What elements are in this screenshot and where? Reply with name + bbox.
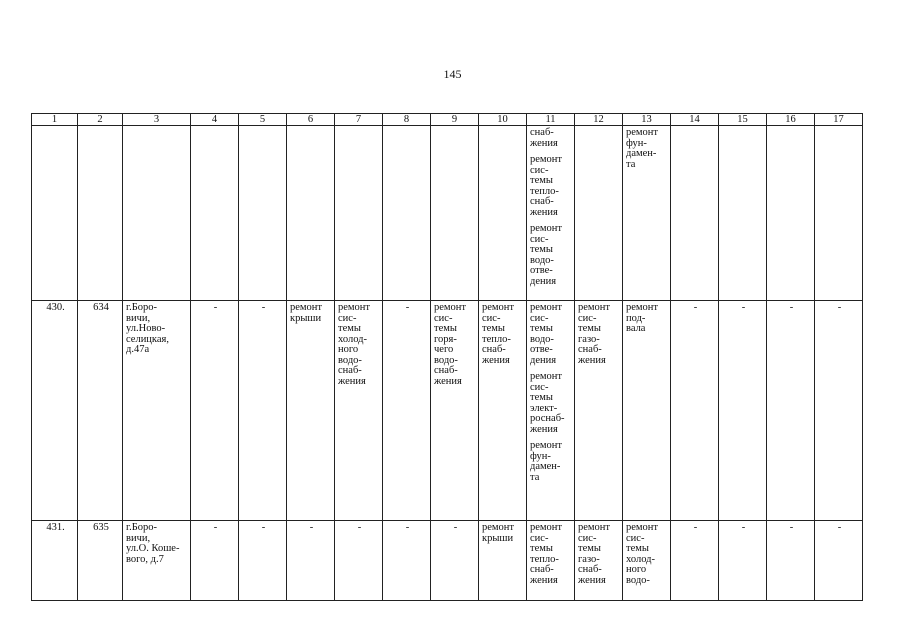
cell-entry: -	[261, 302, 266, 313]
table-cell	[32, 126, 78, 301]
cell-entry: -	[213, 302, 218, 313]
table-cell	[191, 301, 239, 521]
cell-entry: ремонт сис- темы холод- ного водо- снаб- жения	[338, 302, 371, 387]
cell-entry: -	[213, 522, 218, 533]
table-cell	[123, 126, 191, 301]
table-cell	[383, 301, 431, 521]
column-header-6: 6	[287, 114, 335, 126]
table-cell	[719, 126, 767, 301]
cell-entry: 635	[93, 522, 109, 533]
table-cell	[431, 521, 479, 601]
table-cell	[767, 126, 815, 301]
table-cell	[78, 126, 123, 301]
table-cell	[527, 301, 575, 521]
cell-entry: ремонт сис- темы элект- роснаб- жения	[530, 371, 565, 435]
table-cell	[575, 521, 623, 601]
table-cell	[671, 126, 719, 301]
cell-entry: 634	[93, 302, 109, 313]
cell-entry: ремонт сис- темы водо- отве- дения	[530, 302, 563, 366]
table-cell	[479, 301, 527, 521]
table-cell	[719, 521, 767, 601]
column-header-12: 12	[575, 114, 623, 126]
table-cell	[78, 521, 123, 601]
cell-entry: ремонт крыши	[290, 302, 323, 324]
table-cell	[239, 521, 287, 601]
cell-entry: -	[693, 522, 698, 533]
cell-entry: ремонт сис- темы горя- чего водо- снаб- жения	[434, 302, 467, 387]
cell-entry: -	[789, 522, 794, 533]
column-header-15: 15	[719, 114, 767, 126]
table-cell	[335, 126, 383, 301]
table-cell	[123, 521, 191, 601]
table-cell	[287, 126, 335, 301]
repair-schedule-table	[31, 113, 863, 601]
cell-entry: ремонт крыши	[482, 522, 515, 544]
table-cell	[431, 301, 479, 521]
cell-entry: ремонт под- вала	[626, 302, 659, 334]
column-header-1: 1	[32, 114, 78, 126]
column-header-10: 10	[479, 114, 527, 126]
cell-entry: ремонт сис- темы тепло- снаб- жения	[482, 302, 515, 366]
table-cell	[239, 301, 287, 521]
table-cell	[479, 126, 527, 301]
table-row	[32, 521, 863, 601]
table-cell	[479, 521, 527, 601]
column-header-17: 17	[815, 114, 863, 126]
cell-entry: ремонт сис- темы газо- снаб- жения	[578, 522, 611, 586]
table-cell	[287, 521, 335, 601]
cell-entry: ремонт сис- темы холод- ного водо-	[626, 522, 659, 586]
table-cell	[32, 521, 78, 601]
cell-entry: -	[453, 522, 458, 533]
cell-entry: -	[837, 302, 842, 313]
table-cell	[123, 301, 191, 521]
table-row	[32, 301, 863, 521]
table-cell	[767, 521, 815, 601]
table-cell	[383, 521, 431, 601]
table-cell	[719, 301, 767, 521]
cell-entry: -	[261, 522, 266, 533]
table-cell	[767, 301, 815, 521]
table-cell	[527, 126, 575, 301]
column-header-14: 14	[671, 114, 719, 126]
column-header-7: 7	[335, 114, 383, 126]
table-cell	[191, 521, 239, 601]
column-header-4: 4	[191, 114, 239, 126]
cell-entry: ремонт сис- темы тепло- снаб- жения	[530, 522, 563, 586]
table-cell	[78, 301, 123, 521]
column-header-5: 5	[239, 114, 287, 126]
table-cell	[431, 126, 479, 301]
cell-entry: -	[789, 302, 794, 313]
cell-entry: ремонт сис- темы водо- отве- дения	[530, 223, 563, 287]
cell-entry: -	[741, 302, 746, 313]
cell-entry: ремонт сис- темы тепло- снаб- жения	[530, 154, 563, 218]
table-cell	[623, 521, 671, 601]
table-cell	[383, 126, 431, 301]
cell-entry: ремонт сис- темы газо- снаб- жения	[578, 302, 611, 366]
table-cell	[671, 521, 719, 601]
column-header-13: 13	[623, 114, 671, 126]
column-header-3: 3	[123, 114, 191, 126]
address-text: г.Боро- вичи, ул.Ново- селицкая, д.47а	[126, 302, 169, 355]
column-header-16: 16	[767, 114, 815, 126]
table-cell	[815, 301, 863, 521]
table-cell	[623, 301, 671, 521]
table-cell	[623, 126, 671, 301]
cell-entry: -	[693, 302, 698, 313]
table-cell	[575, 301, 623, 521]
cell-entry: -	[357, 522, 362, 533]
cell-entry: -	[741, 522, 746, 533]
table-cell	[287, 301, 335, 521]
table-cell	[815, 521, 863, 601]
column-header-2: 2	[78, 114, 123, 126]
column-header-8: 8	[383, 114, 431, 126]
cell-entry: ремонт фун- дамен- та	[626, 127, 659, 170]
page-number: 145	[443, 67, 462, 81]
table-cell	[239, 126, 287, 301]
cell-entry: -	[309, 522, 314, 533]
address-text: г.Боро- вичи, ул.О. Коше- вого, д.7	[126, 522, 180, 565]
cell-entry: 431.	[46, 522, 65, 533]
table-cell	[575, 126, 623, 301]
table-cell	[191, 126, 239, 301]
cell-entry: 430.	[46, 302, 65, 313]
table-cell	[815, 126, 863, 301]
cell-entry: -	[405, 302, 410, 313]
column-header-11: 11	[527, 114, 575, 126]
table-cell	[527, 521, 575, 601]
table-row	[32, 126, 863, 301]
table-cell	[335, 521, 383, 601]
column-header-9: 9	[431, 114, 479, 126]
table-cell	[335, 301, 383, 521]
header-row	[32, 114, 863, 126]
cell-entry: -	[405, 522, 410, 533]
table-cell	[32, 301, 78, 521]
cell-entry: -	[837, 522, 842, 533]
table-cell	[671, 301, 719, 521]
cell-entry: снаб- жения	[530, 127, 558, 149]
cell-entry: ремонт фун- дамен- та	[530, 440, 563, 483]
